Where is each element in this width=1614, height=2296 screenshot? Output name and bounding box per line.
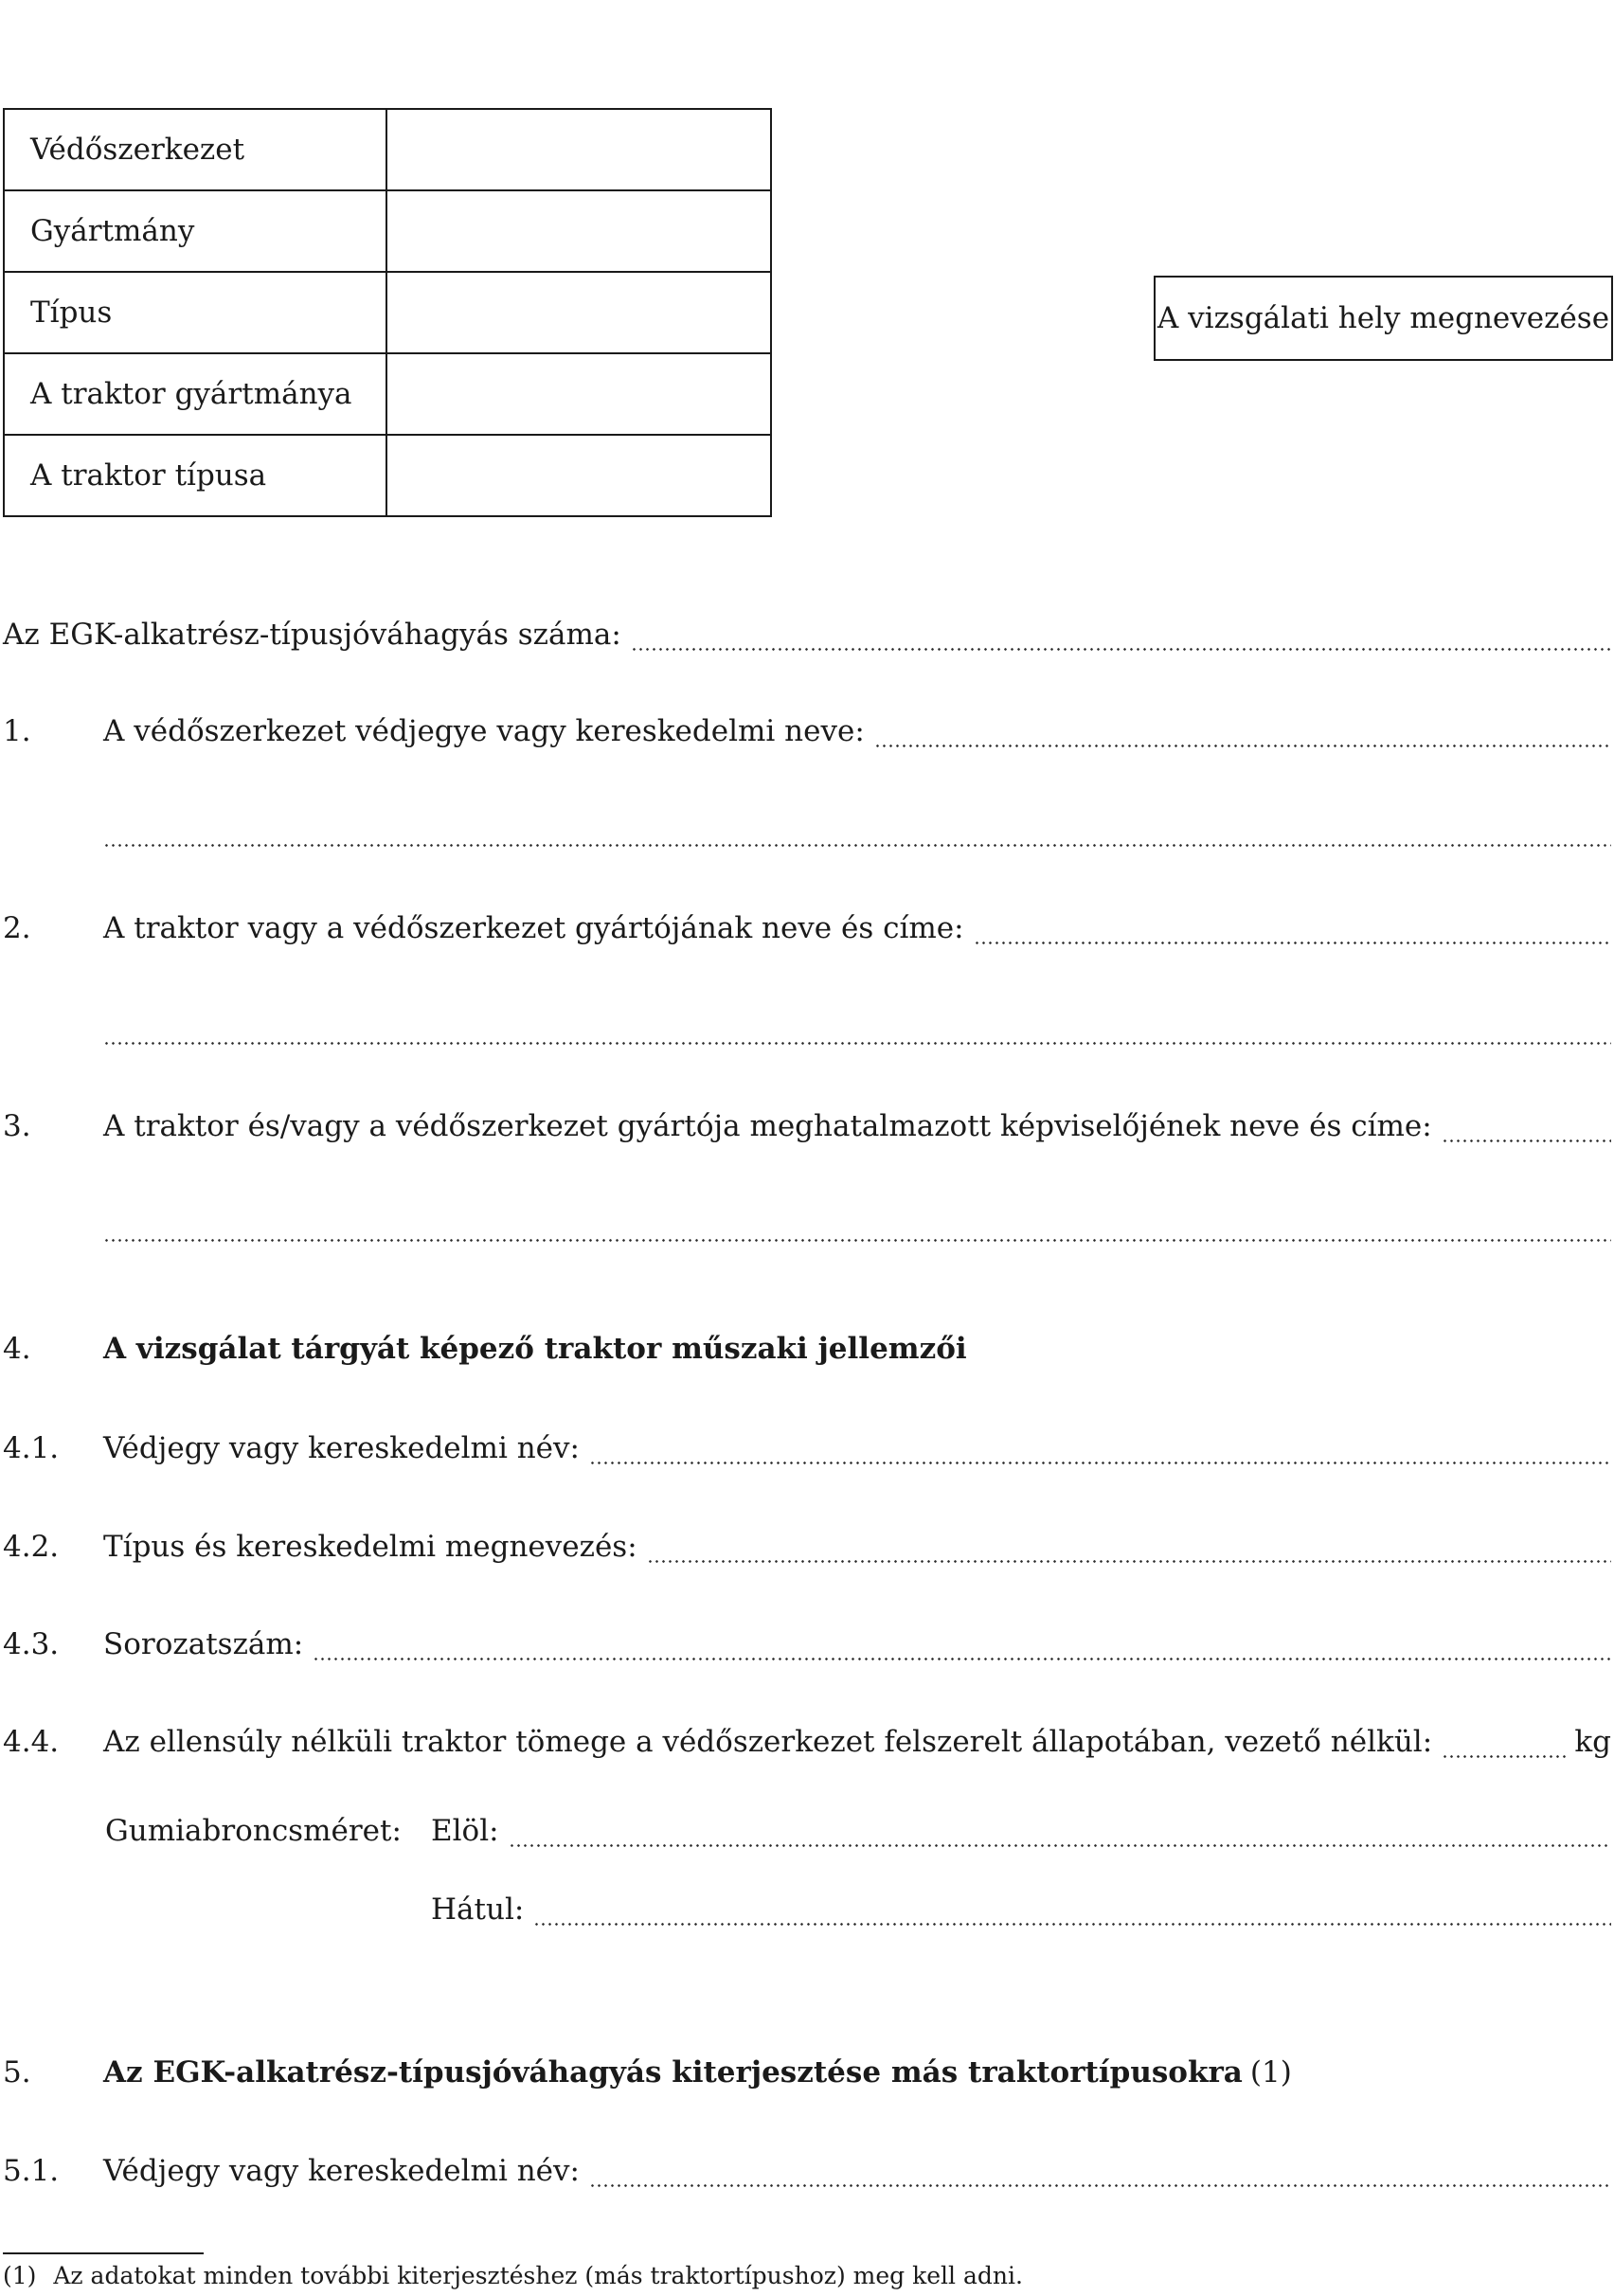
- row-label: Védőszerkezet: [4, 109, 386, 190]
- item-2-line: [3, 911, 1611, 947]
- item-4-2-line: [3, 1530, 1611, 1566]
- item-4-3-field[interactable]: [313, 1627, 1611, 1663]
- row-label: A traktor típusa: [4, 435, 386, 516]
- tyre-front-label: Elöl:: [431, 1814, 499, 1848]
- item-1-line: [3, 714, 1611, 750]
- item-number: 2.: [3, 911, 31, 945]
- item-number: 1.: [3, 714, 31, 748]
- item-number: 4.2.: [3, 1530, 60, 1564]
- row-value-field[interactable]: [386, 435, 771, 516]
- table-row: [4, 109, 771, 190]
- row-value-field[interactable]: [386, 190, 771, 272]
- footnote-text: Az adatokat minden további kiterjesztéshez (más traktortípushoz) meg kell adni.: [53, 2262, 1023, 2289]
- item-4-4-field[interactable]: [1442, 1725, 1567, 1761]
- table-row: [4, 435, 771, 516]
- item-number: 4.1.: [3, 1431, 60, 1465]
- item-4-3-line: [3, 1627, 1611, 1663]
- item-2-continuation: [103, 1012, 1611, 1048]
- item-3-field-2[interactable]: [103, 1209, 1611, 1245]
- tyre-rear-line: [431, 1892, 1611, 1928]
- approval-number-field[interactable]: [631, 618, 1611, 654]
- footnote-divider: [3, 2252, 204, 2254]
- tyre-rear-label: Hátul:: [431, 1892, 525, 1927]
- section-5-title: Az EGK-alkatrész-típusjóváhagyás kiterjesztése más traktortípusokra: [103, 2055, 1243, 2090]
- item-4-1-label: Védjegy vagy kereskedelmi név:: [103, 1431, 580, 1465]
- item-number: 5.: [3, 2055, 31, 2090]
- item-4-1-line: [3, 1431, 1611, 1467]
- item-number: 4.: [3, 1332, 31, 1366]
- test-station-label: A vizsgálati hely megnevezése: [1157, 301, 1610, 335]
- item-4-2-field[interactable]: [647, 1530, 1611, 1566]
- section-4-title: A vizsgálat tárgyát képező traktor műszaki jellemzői: [103, 1332, 967, 1366]
- row-value-field[interactable]: [386, 109, 771, 190]
- table-row: [4, 190, 771, 272]
- footnote-reference: (1): [1249, 2055, 1292, 2090]
- section-4-heading: [3, 1332, 1611, 1368]
- approval-number-label: Az EGK-alkatrész-típusjóváhagyás száma:: [3, 618, 621, 652]
- row-label: A traktor gyártmánya: [4, 353, 386, 435]
- footnote-mark: (1): [3, 2262, 37, 2289]
- item-4-2-label: Típus és kereskedelmi megnevezés:: [103, 1530, 637, 1564]
- item-5-1-line: [3, 2154, 1611, 2190]
- section-5-heading: [3, 2055, 1611, 2091]
- table-row: [4, 353, 771, 435]
- item-number: 5.1.: [3, 2154, 60, 2188]
- row-label: Gyártmány: [4, 190, 386, 272]
- item-number: 4.3.: [3, 1627, 60, 1661]
- tyre-rear-field[interactable]: [533, 1892, 1611, 1928]
- item-4-1-field[interactable]: [589, 1431, 1611, 1467]
- item-3-field[interactable]: [1442, 1109, 1611, 1145]
- footnote: [3, 2262, 1023, 2289]
- tyre-front-field[interactable]: [509, 1814, 1611, 1850]
- item-1-label: A védőszerkezet védjegye vagy kereskedelmi neve:: [103, 714, 865, 748]
- item-2-field-2[interactable]: [103, 1012, 1611, 1048]
- item-5-1-label: Védjegy vagy kereskedelmi név:: [103, 2154, 580, 2188]
- tyre-size-label: Gumiabroncsméret:: [105, 1814, 402, 1848]
- item-4-4-label: Az ellensúly nélküli traktor tömege a védőszerkezet felszerelt állapotában, vezető nélkül:: [103, 1725, 1433, 1759]
- row-value-field[interactable]: [386, 272, 771, 353]
- item-5-1-field[interactable]: [589, 2154, 1611, 2190]
- item-3-label: A traktor és/vagy a védőszerkezet gyártója meghatalmazott képviselőjének neve és címe:: [103, 1109, 1432, 1143]
- item-1-field-2[interactable]: [103, 814, 1611, 850]
- row-label: Típus: [4, 272, 386, 353]
- table-row: [4, 272, 771, 353]
- unit-kg: kg: [1574, 1725, 1611, 1759]
- test-station-box[interactable]: [1154, 276, 1613, 361]
- row-value-field[interactable]: [386, 353, 771, 435]
- item-4-4-line: [3, 1725, 1611, 1761]
- item-4-3-label: Sorozatszám:: [103, 1627, 304, 1661]
- item-1-continuation: [103, 814, 1611, 850]
- item-2-field[interactable]: [974, 911, 1611, 947]
- item-1-field[interactable]: [874, 714, 1611, 750]
- item-number: 4.4.: [3, 1725, 60, 1759]
- approval-number-line: [3, 618, 1611, 654]
- tyre-front-line: [431, 1814, 1611, 1850]
- identification-table: [3, 108, 772, 517]
- item-3-continuation: [103, 1209, 1611, 1245]
- item-3-line: [3, 1109, 1611, 1145]
- item-2-label: A traktor vagy a védőszerkezet gyártójának neve és címe:: [103, 911, 964, 945]
- item-number: 3.: [3, 1109, 31, 1143]
